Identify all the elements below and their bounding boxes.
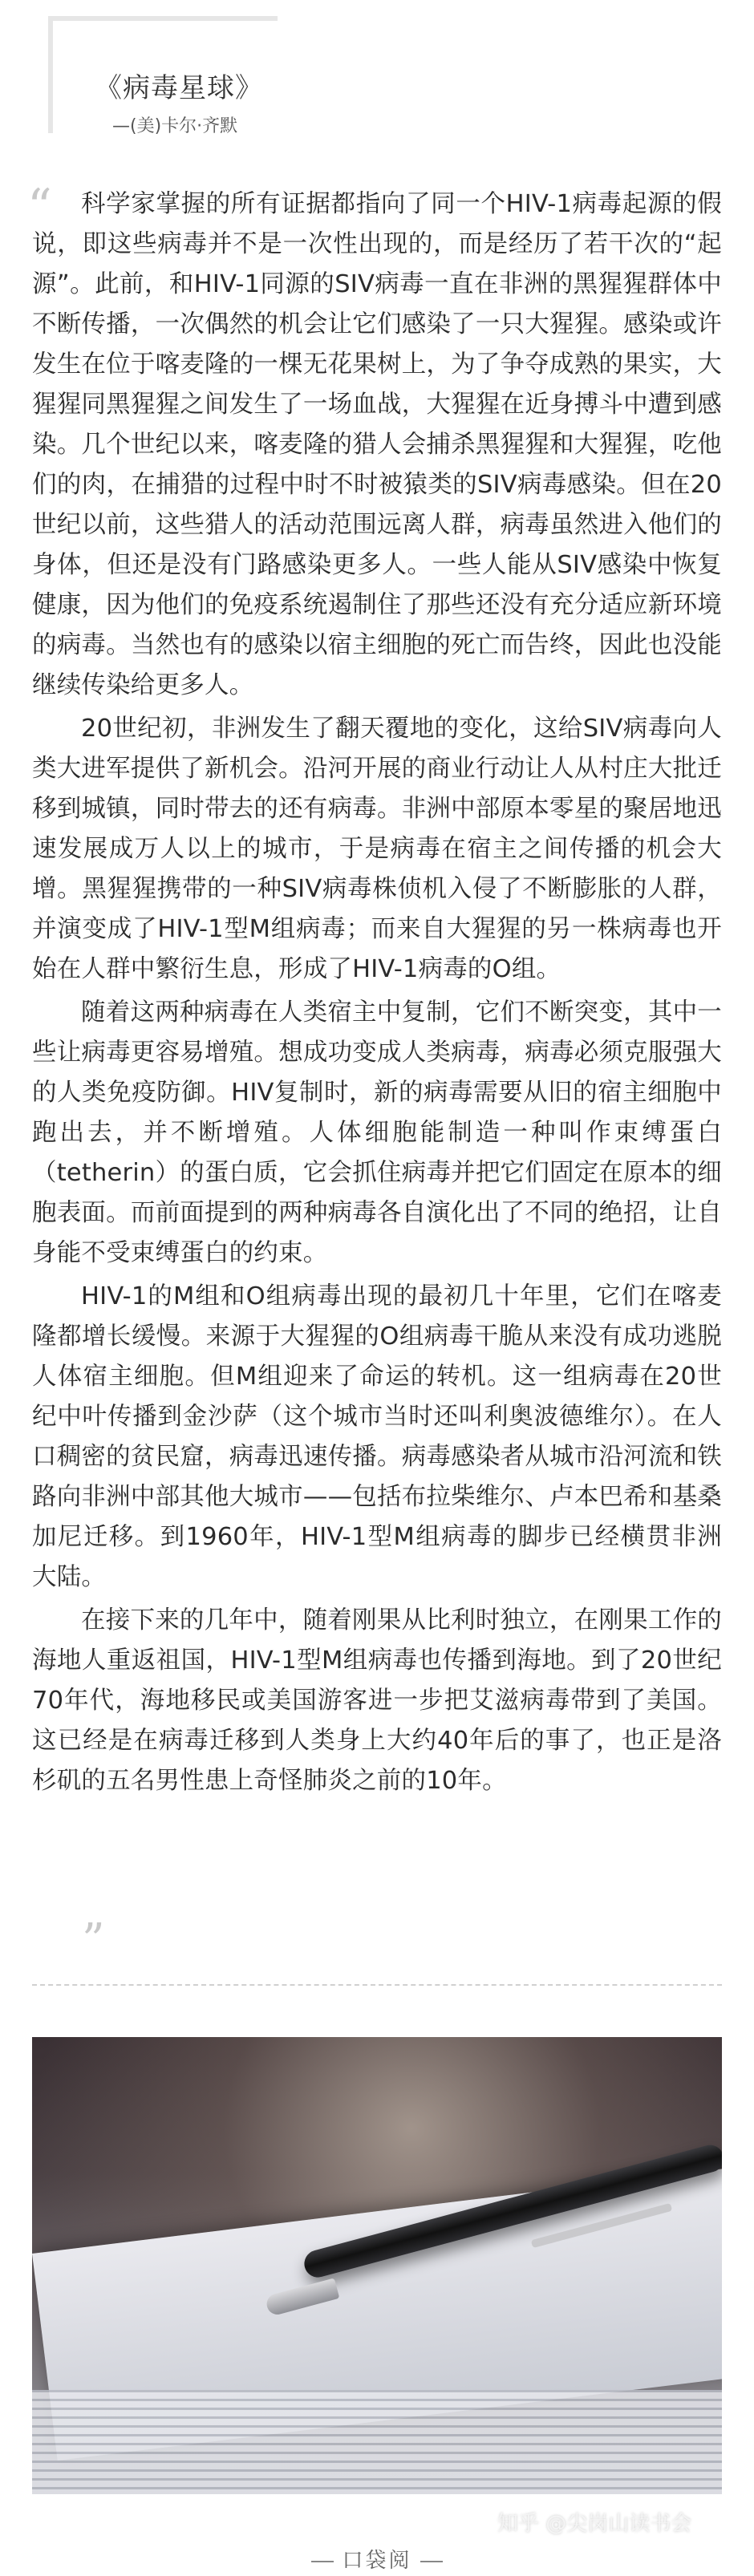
- paragraph-2: 20世纪初，非洲发生了翻天覆地的变化，这给SIV病毒向人类大进军提供了新机会。沿河开展的商业行动让人从村庄大批迁移到城镇，同时带去的还有病毒。非洲中部原本零星的聚居地迅速发展成万人以上的城市，于是病毒在宿主之间传播的机会大增。黑猩猩携带的一种SIV病毒株侦机入侵了不断膨胀的人群，并演变成了HIV-1型M组病毒；而来自大猩猩的另一株病毒也开始在人群中繁衍生息，形成了HIV-1病毒的O组。: [32, 715, 722, 983]
- footer-brand: [0, 2544, 754, 2573]
- open-quote-icon: “: [27, 179, 52, 235]
- paragraph-5: 在接下来的几年中，随着刚果从比利时独立，在刚果工作的海地人重返祖国，HIV-1型M组病毒也传播到海地。到了20世纪70年代，海地移民或美国游客进一步把艾滋病毒带到了美国。这已经是在病毒迁移到人类身上大约40年后的事了，也正是洛杉矶的五名男性患上奇怪肺炎之前的10年。: [32, 1606, 722, 1795]
- paragraph-1: 科学家掌握的所有证据都指向了同一个HIV-1病毒起源的假说，即这些病毒并不是一次性出现的，而是经历了若干次的“起源”。此前，和HIV-1同源的SIV病毒一直在非洲的黑猩猩群体中不断传播，一次偶然的机会让它们感染了一只大猩猩。感染或许发生在位于喀麦隆的一棵无花果树上，为了争夺成熟的果实，大猩猩同黑猩猩之间发生了一场血战，大猩猩在近身搏斗中遭到感染。几个世纪以来，喀麦隆的猎人会捕杀黑猩猩和大猩猩，吃他们的肉，在捕猎的过程中时不时被猿类的SIV病毒感染。但在20世纪以前，这些猎人的活动范围远离人群，病毒虽然进入他们的身体，但还是没有门路感染更多人。一些人能从SIV感染中恢复健康，因为他们的免疫系统遏制住了那些还没有充分适应新环境的病毒。当然也有的感染以宿主细胞的死亡而告终，因此也没能继续传染给更多人。: [32, 190, 722, 699]
- close-quote-icon: ”: [82, 1914, 105, 1966]
- footer-dash-right: [420, 2561, 443, 2562]
- book-title: 《病毒星球》: [95, 72, 263, 104]
- section-divider: [32, 1984, 722, 1986]
- paragraph-3: 随着这两种病毒在人类宿主中复制，它们不断突变，其中一些让病毒更容易增殖。想成功变成人类病毒，病毒必须克服强大的人类免疫防御。HIV复制时，新的病毒需要从旧的宿主细胞中跑出去，并不断增殖。人体细胞能制造一种叫作束缚蛋白（tetherin）的蛋白质，它会抓住病毒并把它们固定在原本的细胞表面。而前面提到的两种病毒各自演化出了不同的绝招，让自身能不受束缚蛋白的约束。: [32, 998, 722, 1267]
- book-author: —(美)卡尔·齐默: [112, 116, 238, 136]
- article-body: [32, 184, 722, 1804]
- paragraph-4: HIV-1的M组和O组病毒出现的最初几十年里，它们在喀麦隆都增长缓慢。来源于大猩猩的O组病毒干脆从来没有成功逃脱人体宿主细胞。但M组迎来了命运的转机。这一组病毒在20世纪中叶传播到金沙萨（这个城市当时还叫利奥波德维尔）。在人口稠密的贫民窟，病毒迅速传播。病毒感染者从城市沿河流和铁路向非洲中部其他大城市——包括布拉柴维尔、卢本巴希和基桑加尼迁移。到1960年，HIV-1型M组病毒的脚步已经横贯非洲大陆。: [32, 1282, 722, 1591]
- footer-brand-label: 口袋阅: [342, 2549, 412, 2573]
- notebook-pages: [32, 2390, 722, 2494]
- watermark-text: 知乎 @尖岗山读书会: [497, 2512, 692, 2536]
- footer-dash-left: [311, 2561, 334, 2562]
- notebook-pen-photo: [32, 2037, 722, 2494]
